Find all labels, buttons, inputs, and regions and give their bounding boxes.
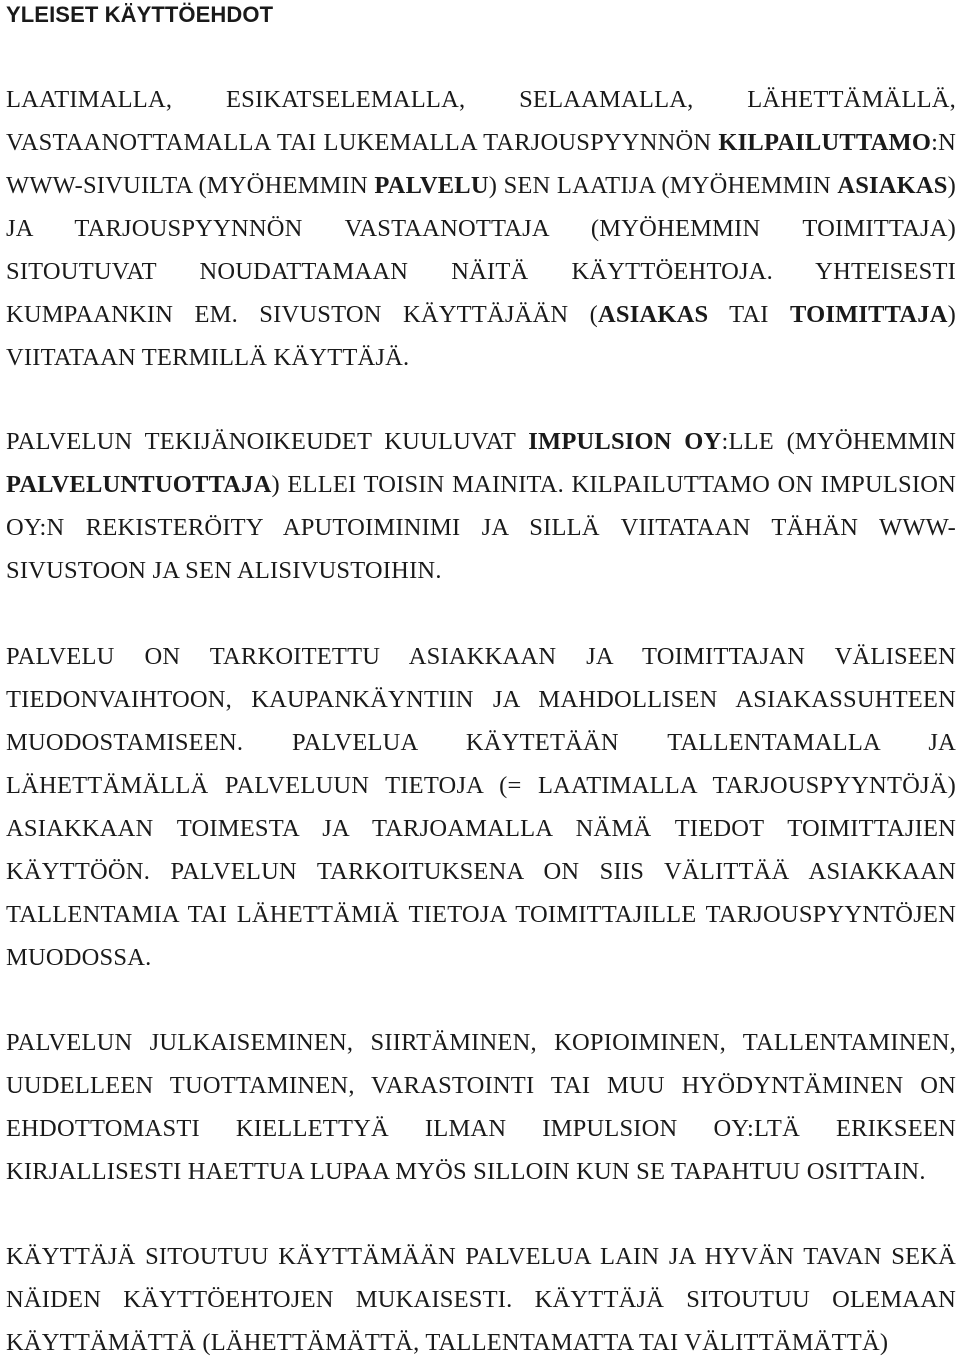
- paragraph-copyright: [6, 420, 956, 592]
- text-run: TAI: [708, 301, 790, 328]
- paragraph-user-obligations: [6, 1235, 956, 1364]
- text-run: ) SEN LAATIJA (MYÖHEMMIN: [488, 172, 838, 199]
- text-run: ) VIITATAAN TERMILLÄ KÄYTTÄJÄ.: [6, 301, 956, 371]
- bold-term: IMPULSION OY: [528, 428, 722, 455]
- text-run: ) JA TARJOUSPYYNNÖN VASTAANOTTAJA (MYÖHEMMIN TOIMITTAJA) SITOUTUVAT NOUDATTAMAAN NÄITÄ KÄYTTÖEHTOJA. YHTEISESTI KUMPAANKIN EM. SIVUSTON KÄYTTÄJÄÄN (: [6, 172, 956, 328]
- document-title: YLEISET KÄYTTÖEHDOT: [6, 2, 274, 27]
- paragraph-prohibited-use: [6, 1021, 956, 1193]
- text-run: LAATIMALLA, ESIKATSELEMALLA, SELAAMALLA, LÄHETTÄMÄLLÄ, VASTAANOTTAMALLA TAI LUKEMALLA TARJOUSPYYNNÖN: [6, 86, 956, 156]
- bold-term: ASIAKAS: [597, 301, 709, 328]
- bold-term: ASIAKAS: [837, 172, 948, 199]
- text-run: KÄYTTÄJÄ SITOUTUU KÄYTTÄMÄÄN PALVELUA LAIN JA HYVÄN TAVAN SEKÄ NÄIDEN KÄYTTÖEHTOJEN MUKAISESTI. KÄYTTÄJÄ SITOUTUU OLEMAAN KÄYTTÄMÄTTÄ (LÄHETTÄMÄTTÄ, TALLENTAMATTA TAI VÄLITTÄMÄTTÄ): [6, 1243, 956, 1356]
- paragraph-purpose: [6, 635, 956, 979]
- terms-document: [6, 0, 956, 1364]
- text-run: PALVELUN TEKIJÄNOIKEUDET KUULUVAT: [6, 428, 529, 455]
- paragraph-acceptance: [6, 78, 956, 379]
- bold-term: KILPAILUTTAMO: [718, 129, 932, 156]
- text-run: :N WWW-SIVUILTA (MYÖHEMMIN: [6, 129, 956, 199]
- text-run: PALVELU ON TARKOITETTU ASIAKKAAN JA TOIMITTAJAN VÄLISEEN TIEDONVAIHTOON, KAUPANKÄYNTIIN JA MAHDOLLISEN ASIAKASSUHTEEN MUODOSTAMISEEN. PALVELUA KÄYTETÄÄN TALLENTAMALLA JA LÄHETTÄMÄLLÄ PALVELUUN TIETOJA (= LAATIMALLA TARJOUSPYYNTÖJÄ) ASIAKKAAN TOIMESTA JA TARJOAMALLA NÄMÄ TIEDOT TOIMITTAJIEN KÄYTTÖÖN. PALVELUN TARKOITUKSENA ON SIIS VÄLITTÄÄ ASIAKKAAN TALLENTAMIA TAI LÄHETTÄMIÄ TIETOJA TOIMITTAJILLE TARJOUSPYYNTÖJEN MUODOSSA.: [6, 643, 956, 971]
- text-run: :LLE (MYÖHEMMIN: [721, 428, 956, 455]
- bold-term: TOIMITTAJA: [789, 301, 948, 328]
- text-run: PALVELUN JULKAISEMINEN, SIIRTÄMINEN, KOPIOIMINEN, TALLENTAMINEN, UUDELLEEN TUOTTAMINEN, VARASTOINTI TAI MUU HYÖDYNTÄMINEN ON EHDOTTOMASTI KIELLETTYÄ ILMAN IMPULSION OY:LTÄ ERIKSEEN KIRJALLISESTI HAETTUA LUPAA MYÖS SILLOIN KUN SE TAPAHTUU OSITTAIN.: [6, 1029, 956, 1185]
- bold-term: PALVELUNTUOTTAJA: [6, 471, 272, 498]
- bold-term: PALVELU: [374, 172, 489, 199]
- text-run: ) ELLEI TOISIN MAINITA. KILPAILUTTAMO ON IMPULSION OY:N REKISTERÖITY APUTOIMINIMI JA SILLÄ VIITATAAN TÄHÄN WWW-SIVUSTOON JA SEN ALISIVUSTOIHIN.: [6, 471, 956, 584]
